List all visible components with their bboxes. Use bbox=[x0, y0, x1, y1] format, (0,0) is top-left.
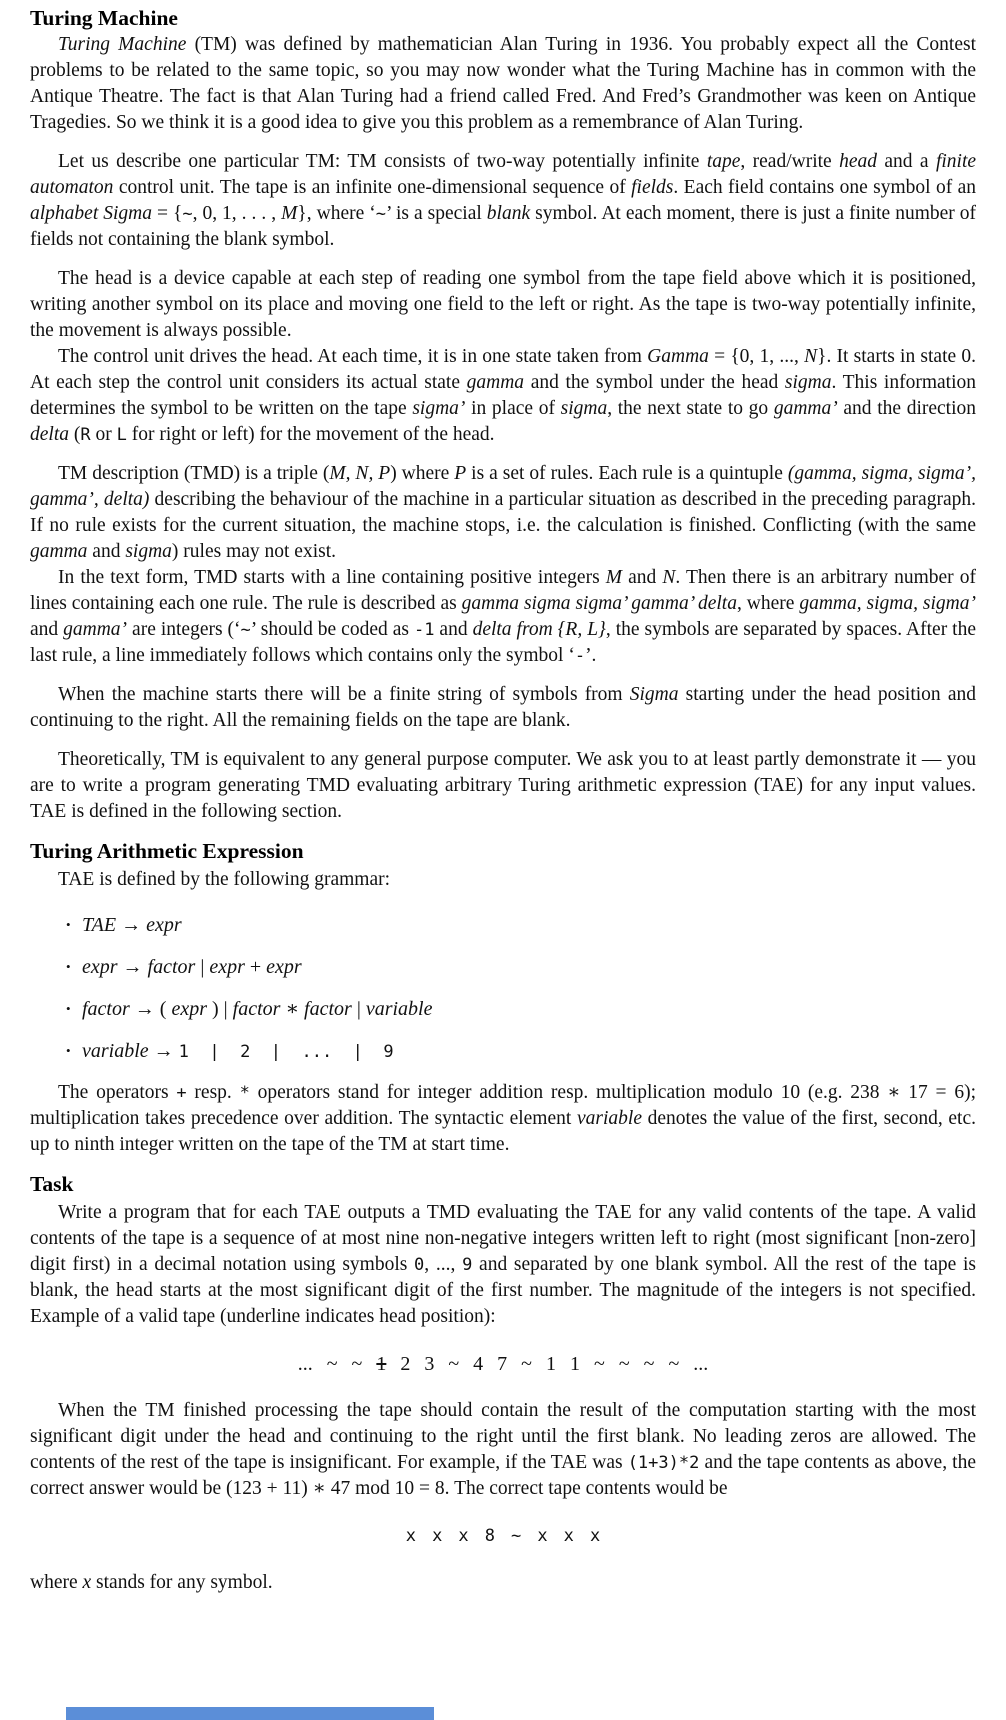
tape-example-line: ... ~ ~ 1 2 3 ~ 4 7 ~ 1 1 ~ ~ ~ ~ ... bbox=[297, 1353, 709, 1375]
grammar-rule-variable bbox=[30, 1038, 976, 1065]
paragraph-machine-start: When the machine starts there will be a finite string of symbols from Sigma starting under the head position and continuing to the right. All the remaining fields on the tape are blank. bbox=[30, 684, 976, 731]
tape-result-line: x x x 8 ~ x x x bbox=[405, 1526, 601, 1546]
paragraph-control-unit: The control unit drives the head. At each time, it is in one state taken from Gamma = {0, 1, ..., N}. It starts in state 0. At each step the control unit considers its actual state gamma and the symbol under the head sigma. This information determines the symbol to be written on the tape sigma’ in place of sigma, the next state to go gamma’ and the direction delta (R or L for right or left) for the movement of the head. bbox=[30, 346, 977, 445]
bullet-icon: • bbox=[66, 1001, 71, 1016]
bullet-icon: • bbox=[66, 1043, 71, 1058]
grammar-rule-expr bbox=[30, 954, 976, 981]
section-heading-tae: Turing Arithmetic Expression bbox=[30, 839, 304, 863]
paragraph-operators: The operators + resp. * operators stand for integer addition resp. multiplication modulo 10 (e.g. 238 ∗ 17 = 6); multiplication takes precedence over addition. The syntactic element variable denotes the value of the first, second, etc. up to ninth integer written on the tape of the TM at start time. bbox=[30, 1082, 976, 1155]
grammar-rule-text: TAE → expr bbox=[82, 914, 182, 936]
section-heading-turing-machine: Turing Machine bbox=[30, 6, 178, 30]
paragraph-theoretically: Theoretically, TM is equivalent to any general purpose computer. We ask you to at least partly demonstrate it — you are to write a program generating TMD evaluating arbitrary Turing arithmetic expression (TAE) for any input values. TAE is defined in the following section. bbox=[30, 749, 976, 822]
grammar-rule-list bbox=[30, 912, 976, 1065]
section-heading-task: Task bbox=[30, 1172, 74, 1196]
grammar-rule-text: factor → ( expr ) | factor ∗ factor | variable bbox=[82, 998, 433, 1020]
selection-highlight-bar bbox=[66, 1707, 434, 1720]
paragraph-describe-tm: Let us describe one particular TM: TM consists of two-way potentially infinite tape, read/write head and a finite automaton control unit. The tape is an infinite one-dimensional sequence of fields. Each field contains one symbol of an alphabet Sigma = {~, 0, 1, . . . , M}, where ‘~’ is a special blank symbol. At each moment, there is just a finite number of fields not containing the blank symbol. bbox=[30, 151, 977, 250]
paragraph-intro: Turing Machine (TM) was defined by mathematician Alan Turing in 1936. You probably expect all the Contest problems to be related to the same topic, so you may now wonder what the Turing Machine has in common with the Antique Theatre. The fact is that Alan Turing had a friend called Fred. And Fred’s Grandmother was keen on Antique Tragedies. So we think it is a good idea to give you this problem as a remembrance of Alan Turing. bbox=[30, 34, 976, 133]
paragraph-task-write: Write a program that for each TAE outputs a TMD evaluating the TAE for any valid contents of the tape. A valid contents of the tape is a sequence of at most nine non-negative integers written left to right (most significant [non-zero] digit first) in a decimal notation using symbols 0, ..., 9 and separated by one blank symbol. All the rest of the tape is blank, the head starts at the most significant digit of the first number. The magnitude of the integers is not specified. Example of a valid tape (underline indicates head position): bbox=[30, 1202, 976, 1327]
grammar-rule-tae bbox=[30, 912, 976, 939]
paragraph-tmd-triple: TM description (TMD) is a triple (M, N, P) where P is a set of rules. Each rule is a quintuple (gamma, sigma, sigma’, gamma’, delta) describing the behaviour of the machine in a particular situation as described in the preceding paragraph. If no rule exists for the current situation, the machine stops, i.e. the calculation is finished. Conflicting (with the same gamma and sigma) rules may not exist. bbox=[30, 463, 976, 562]
grammar-rule-text: variable → 1 | 2 | ... | 9 bbox=[82, 1040, 394, 1062]
grammar-rule-factor bbox=[30, 996, 976, 1023]
bullet-icon: • bbox=[66, 959, 71, 974]
paragraph-where-x: where x stands for any symbol. bbox=[30, 1572, 273, 1593]
grammar-rule-text: expr → factor | expr + expr bbox=[82, 956, 302, 978]
paragraph-text-form: In the text form, TMD starts with a line containing positive integers M and N. Then there is an arbitrary number of lines containing each one rule. The rule is described as gamma sigma sigma’ gamma’ delta, where gamma, sigma, sigma’ and gamma’ are integers (‘~’ should be coded as -1 and delta from {R, L}, the symbols are separated by spaces. After the last rule, a line immediately follows which contains only the symbol ‘-’. bbox=[30, 567, 976, 666]
paragraph-tm-finished: When the TM finished processing the tape should contain the result of the computation starting with the most significant digit under the head and continuing to the right until the first blank. No leading zeros are allowed. The contents of the rest of the tape is insignificant. For example, if the TAE was (1+3)*2 and the tape contents as above, the correct answer would be (123 + 11) ∗ 47 mod 10 = 8. The correct tape contents would be bbox=[30, 1400, 976, 1499]
paragraph-grammar-intro: TAE is defined by the following grammar: bbox=[58, 869, 391, 890]
bullet-icon: • bbox=[66, 917, 71, 932]
paragraph-head-device: The head is a device capable at each step of reading one symbol from the tape field above which it is positioned, writing another symbol on its place and moving one field to the left or right. As the tape is two-way potentially infinite, the movement is always possible. bbox=[30, 268, 976, 341]
